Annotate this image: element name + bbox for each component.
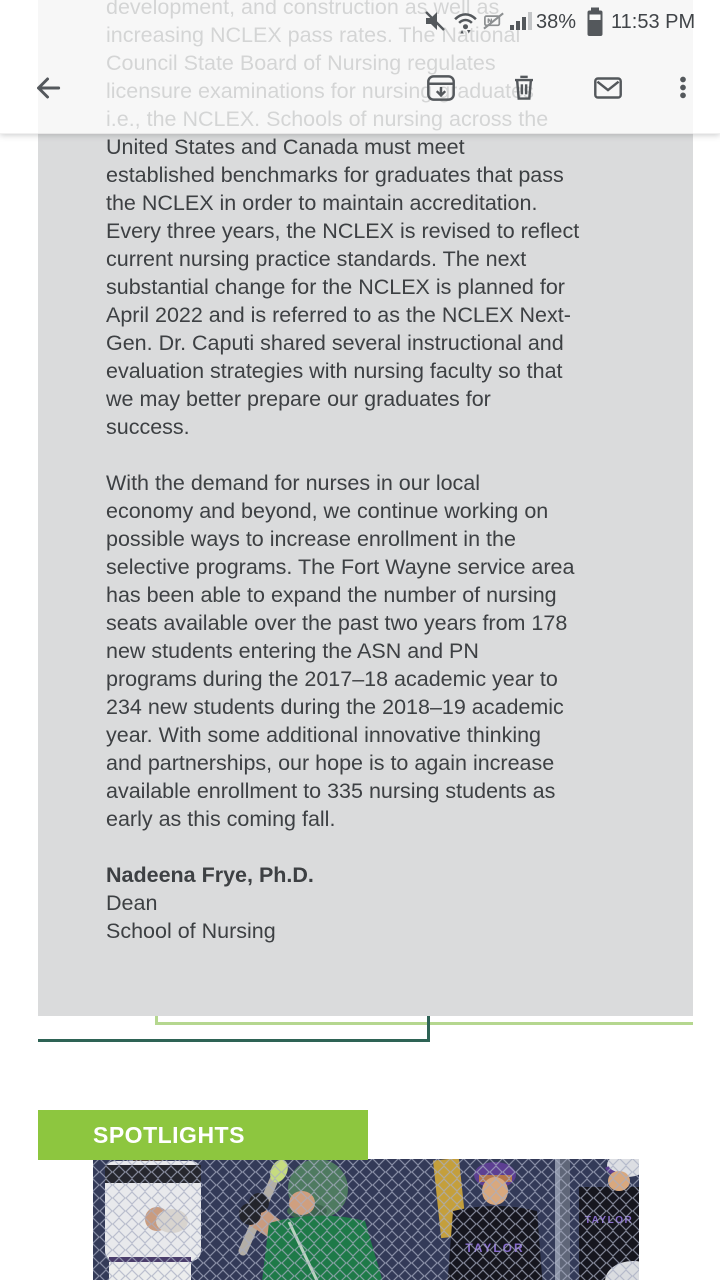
email-signature xyxy=(106,861,686,945)
delete-button[interactable] xyxy=(506,70,542,106)
back-button[interactable] xyxy=(29,70,65,106)
chain-link-fence xyxy=(93,1159,639,1280)
signature-department: School of Nursing xyxy=(106,919,276,943)
trash-icon xyxy=(515,77,533,99)
spotlights-heading: SPOTLIGHTS xyxy=(93,1122,245,1148)
email-body-text xyxy=(106,0,686,945)
wifi-icon xyxy=(452,8,479,35)
overflow-menu-button[interactable] xyxy=(665,70,701,106)
archive-button[interactable] xyxy=(423,70,459,106)
decor-teal-frame xyxy=(38,1016,430,1042)
mark-unread-button[interactable] xyxy=(590,70,626,106)
volte-off-icon xyxy=(482,8,507,33)
back-arrow-icon xyxy=(39,79,59,97)
baseball-photo xyxy=(93,1159,639,1280)
archive-icon xyxy=(428,76,453,99)
volume-muted-icon xyxy=(422,8,448,34)
battery-percent-text: 38% xyxy=(536,11,577,33)
clock-text: 11:53 PM xyxy=(611,11,696,33)
email-paragraph-1: United States and Canada must meet established benchmarks for graduates that pass the NCLEX in order to maintain accreditation. Every three years, the NCLEX is revised to reflect current nursing practice standards. The next substantial change for the NCLEX is planned for April 2022 and is referred to as the NCLEX Next- Gen. Dr. Caputi shared several instructional and evaluation strategies with nursing faculty so that we may better prepare our graduates for success. xyxy=(106,135,580,439)
email-body-card xyxy=(38,0,696,1016)
overflow-menu-icon xyxy=(680,77,686,99)
app-bars-overlay xyxy=(0,0,720,134)
signature-title: Dean xyxy=(106,891,158,915)
signal-strength-icon xyxy=(508,8,534,34)
spotlights-banner xyxy=(38,1110,368,1160)
email-paragraph-2: With the demand for nurses in our local economy and beyond, we continue working on possible ways to increase enrollment in the selective programs. The Fort Wayne service area has been able to expand the number of nursing seats available over the past two years from 178 new students entering the ASN and PN programs during the 2017–18 academic year to 234 new students during the 2018–19 academic year. With some additional innovative thinking and partnerships, our hope is to again increase available enrollment to 335 nursing students as early as this coming fall. xyxy=(106,471,575,831)
envelope-icon xyxy=(595,78,620,97)
signature-name: Nadeena Frye, Ph.D. xyxy=(106,863,314,887)
battery-icon xyxy=(585,7,605,37)
